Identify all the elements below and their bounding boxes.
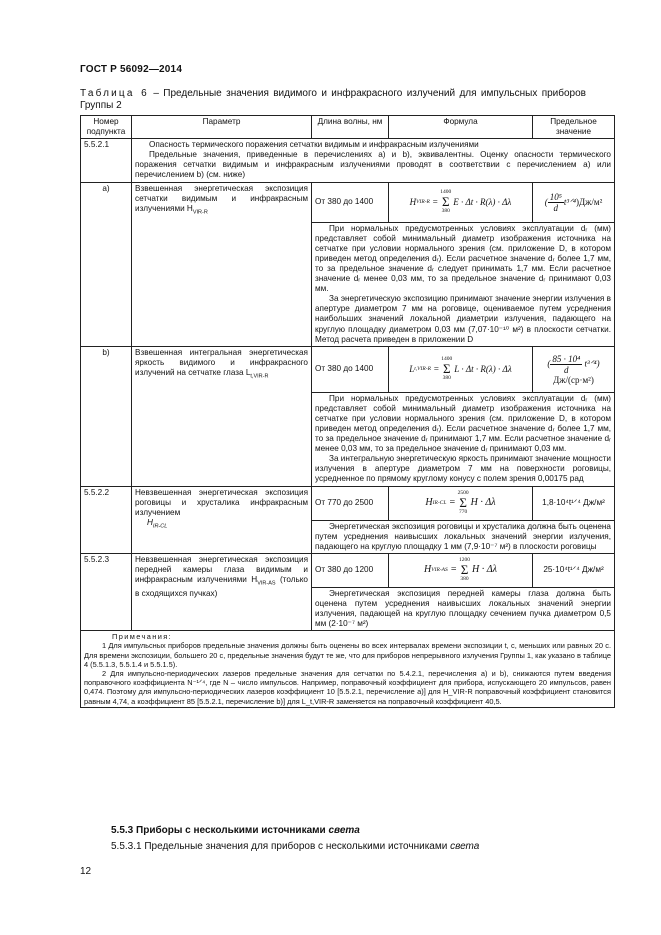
header-formula: Формула <box>389 116 533 139</box>
caption-label: Таблица 6 <box>80 88 149 99</box>
param-sub: t,VIR-R <box>250 373 269 380</box>
sum-symbol: 1200 Σ 380 <box>459 557 471 583</box>
formula-lhs-sub: t,VIR-R <box>414 366 431 373</box>
note-cell: Энергетическая экспозиция передней камеры глаза должна быть оценена путем усреднения наивысших локальных значений энергии излучения, падающей на круглую площадку сечением пучка диаметром 0,5 мм (2·10⁻⁷ м²) <box>312 587 615 630</box>
notes-title: Примечания: <box>112 632 173 642</box>
caption-text: – Предельные значения видимого и инфракрасного излучений для импульсных приборов Группы 2 <box>80 88 586 111</box>
header-num: Номер подпункта <box>81 116 132 139</box>
note-paragraph: За интегральную энергетическую яркость принимают значение мощности излучения в апертуре диаметром 7 мм на поверхности роговицы, усредненное по прямому круглому конусу с полем зрения 0,00175 рад <box>315 454 611 484</box>
note-1: 1 Для импульсных приборов предельные значения должны быть оценены во всех интервалах времени экспозиции t, с, меньших или равных 20 с. Для времени экспозиции, большего 20 с, предельные значения будут те же, что для приборов непрерывного излучения Группы 1, как указано в таблице 4 (5.5.1.3, 5.5.1.4 и 5.5.1.5). <box>84 641 611 669</box>
sum-bottom: 380 <box>441 208 450 215</box>
row-num: 5.5.2.3 <box>81 553 132 630</box>
formula-lhs-sub: VIR-AS <box>431 567 448 574</box>
table-caption <box>80 88 586 112</box>
limit-num: 10⁵ <box>549 191 562 202</box>
param-cell <box>132 182 312 346</box>
formula-lhs: H <box>409 197 417 208</box>
limit-exp: t³ᐟ⁴ <box>563 197 577 208</box>
sum-symbol: 2500 Σ 770 <box>457 490 469 516</box>
table-notes <box>81 631 615 708</box>
sum-bottom: 380 <box>460 576 469 583</box>
table-notes-row <box>81 631 615 708</box>
note-paragraph: При нормальных предусмотренных условиях эксплуатации dᵣ (мм) представляет собой минимальный диаметр изображения источника на сетчатке при условии нормального зрения (см. приложение D, в котором приведен метод определения dᵣ). Если расчетное значение dᵣ более 1,7 мм, то за предельное значение dᵣ следует принимать 1,7 мм. Если расчетное значение dᵣ менее 0,03 мм, то за предельное значение dᵣ принимают 0,03 мм. <box>315 223 611 294</box>
note-cell <box>312 222 615 346</box>
formula-rhs: E · Δt · R(λ) · Δλ <box>453 197 512 208</box>
formula: H VIR-AS = 1200 Σ 380 H · Δλ <box>424 557 497 583</box>
section-heading-5-5-3: 5.5.3 Приборы с несколькими источниками света <box>111 825 360 836</box>
sum-top: 2500 <box>457 490 469 497</box>
row-num: 5.5.2.1 <box>81 139 132 182</box>
formula-lhs-sub: IR-CL <box>432 499 447 506</box>
sum-symbol: 1400 Σ 380 <box>441 356 453 382</box>
formula-cell <box>389 553 533 587</box>
table-row <box>81 182 615 222</box>
param-text: Взвешенная энергетическая экспозиция сетчатки видимым и инфракрасным излучениями H <box>135 183 308 213</box>
formula-lhs: H <box>424 564 432 576</box>
limit-unit: Дж/(ср·м²) <box>553 374 594 385</box>
limit-cell <box>533 182 615 222</box>
wave-cell: От 380 до 1400 <box>312 182 389 222</box>
document-header: ГОСТ Р 56092—2014 <box>80 64 183 75</box>
table-row <box>81 486 615 520</box>
table-row <box>81 553 615 587</box>
sum-bottom: 380 <box>442 375 451 382</box>
row-num: 5.5.2.2 <box>81 486 132 553</box>
formula: H IR-CL = 2500 Σ 770 H · Δλ <box>425 490 496 516</box>
sum-top: 1200 <box>459 557 471 564</box>
page-number: 12 <box>80 866 92 877</box>
wave-cell: От 380 до 1400 <box>312 346 389 392</box>
param-symbol: $H_{IR-CL}$ <box>147 517 168 530</box>
formula-rhs: L · Δt · R(λ) · Δλ <box>454 364 512 375</box>
section-heading-5-5-3-1: 5.5.3.1 Предельные значения для приборов с несколькими источниками света <box>111 841 480 852</box>
note-cell <box>312 392 615 486</box>
limit-cell <box>533 346 615 392</box>
wave-cell: От 770 до 2500 <box>312 486 389 520</box>
limit-den: d <box>564 364 569 375</box>
sum-bottom: 770 <box>459 509 468 516</box>
row-num: a) <box>81 182 132 346</box>
header-limit: Предельное значение <box>533 116 615 139</box>
formula-cell <box>389 346 533 392</box>
param-sub: VIR-R <box>192 209 208 216</box>
formula-lhs: L <box>409 364 415 375</box>
param-cell <box>132 553 312 630</box>
table-header-row <box>81 116 615 139</box>
limit-formula: ( $\frac{\text{85 · 10⁴}}{d}$ t³ᐟ⁴) Дж/(ср·м²) <box>547 353 600 385</box>
row-description <box>132 139 615 182</box>
limit-fraction <box>548 192 564 213</box>
limit-unit: )Дж/м² <box>576 197 603 208</box>
wave-cell: От 380 до 1200 <box>312 553 389 587</box>
param-text: Невзвешенная энергетическая экспозиция передней камеры глаза видимым и инфракрасным излучениями H <box>135 554 308 584</box>
row-num: b) <box>81 346 132 486</box>
formula-cell <box>389 486 533 520</box>
param-cell <box>132 346 312 486</box>
limit-fraction <box>550 354 582 375</box>
limit-cell: 25·10⁴t¹ᐟ⁴ Дж/м² <box>533 553 615 587</box>
formula-rhs: H · Δλ <box>472 564 497 576</box>
formula-lhs: H <box>425 496 433 508</box>
sum-top: 1400 <box>441 356 453 363</box>
param-text: Невзвешенная энергетическая экспозиция роговицы и хрусталика инфракрасным излучением <box>135 487 308 517</box>
param-cell <box>132 486 312 553</box>
formula-rhs: H · Δλ <box>470 496 496 508</box>
note-cell: Энергетическая экспозиция роговицы и хрусталика должна быть оценена путем усреднения наивысших локальных значений энергии излучения, падающего на круглую площадку 1 мм (7,9·10⁻⁷ м²) в плоскости роговицы <box>312 520 615 553</box>
row-line: Опасность термического поражения сетчатки видимым и инфракрасным излучениями <box>149 140 479 150</box>
sum-symbol: 1400 Σ 380 <box>440 189 452 215</box>
limit-formula: ( $\frac{\text{10⁵}}{d}$ t³ᐟ⁴ )Дж/м² <box>544 191 603 213</box>
param-sub: VIR-AS <box>257 580 276 587</box>
limit-exp: t³ᐟ⁴ <box>584 358 597 369</box>
limits-table <box>80 115 615 708</box>
header-param: Параметр <box>132 116 312 139</box>
note-paragraph: За энергетическую экспозицию принимают значение энергии излучения в апертуре диаметром 7 мм на роговице, оцениваемое путем усреднения наибольших значений локальной диаметрии излучения, падающего на круглую площадку диаметром 0,03 мм (7,07·10⁻¹⁰ м²) в плоскости сетчатки. Метод расчета приведен в приложении D <box>315 294 611 344</box>
header-wave: Длина волны, нм <box>312 116 389 139</box>
row-line: Предельные значения, приведенные в перечислениях а) и b), эквивалентны. Оценку опасности термического поражения сетчатки видимым и инфракрасным излучениями проводят в соответствии с перечислением а) или перечислением b) (см. ниже) <box>135 150 611 180</box>
limit-num: 85 · 10⁴ <box>552 353 581 364</box>
formula: L t,VIR-R = 1400 Σ 380 L · Δt · R(λ) · Δλ <box>409 356 512 382</box>
formula-lhs-sub: VIR-R <box>416 199 430 206</box>
limit-den: d <box>553 202 559 213</box>
note-paragraph: При нормальных предусмотренных условиях эксплуатации dᵣ (мм) представляет собой минимальный диаметр изображения источника на сетчатке при условии нормального зрения (см. приложение D, в котором приведен метод определения dᵣ). Если расчетное значение dᵣ более 1,7 мм, то за предельное значение dᵣ принимают 1,7 мм. Если расчетное значение dᵣ менее 0,03 мм, то за предельное значение dᵣ принимают 0,03 мм. <box>315 393 611 454</box>
table-row <box>81 139 615 182</box>
formula-cell <box>389 182 533 222</box>
note-2: 2 Для импульсно-периодических лазеров предельные значения для сетчатки по 5.4.2.1, перечисления а) и b), снижаются путем введения поправочного коэффициента N⁻¹ᐟ⁴, где N – число импульсов. Например, поправочный коэффициент для прибора, испускающего 20 импульсов, равен 0,474. Поэтому для импульсно-периодических лазеров коэффициент 10 [5.5.2.1, перечисление а)] для H_VIR-R поправочный коэффициент становится равным 4,74, а коэффициент 85 [5.5.2.1, перечисление b)] для L_t,VIR-R заменяется на поправочный коэффициент 40,5. <box>84 669 611 706</box>
sum-top: 1400 <box>440 189 452 196</box>
table-row <box>81 346 615 392</box>
limit-cell: 1,8·10⁴t¹ᐟ⁴ Дж/м² <box>533 486 615 520</box>
param-text: Взвешенная интегральная энергетическая яркость видимого и инфракрасного излучений на сетчатке глаза L <box>135 347 308 377</box>
param-tail: (только в сходящихся пучках) <box>135 575 308 598</box>
formula: H VIR-R = 1400 Σ 380 E · Δt · R(λ) · Δλ <box>409 189 512 215</box>
